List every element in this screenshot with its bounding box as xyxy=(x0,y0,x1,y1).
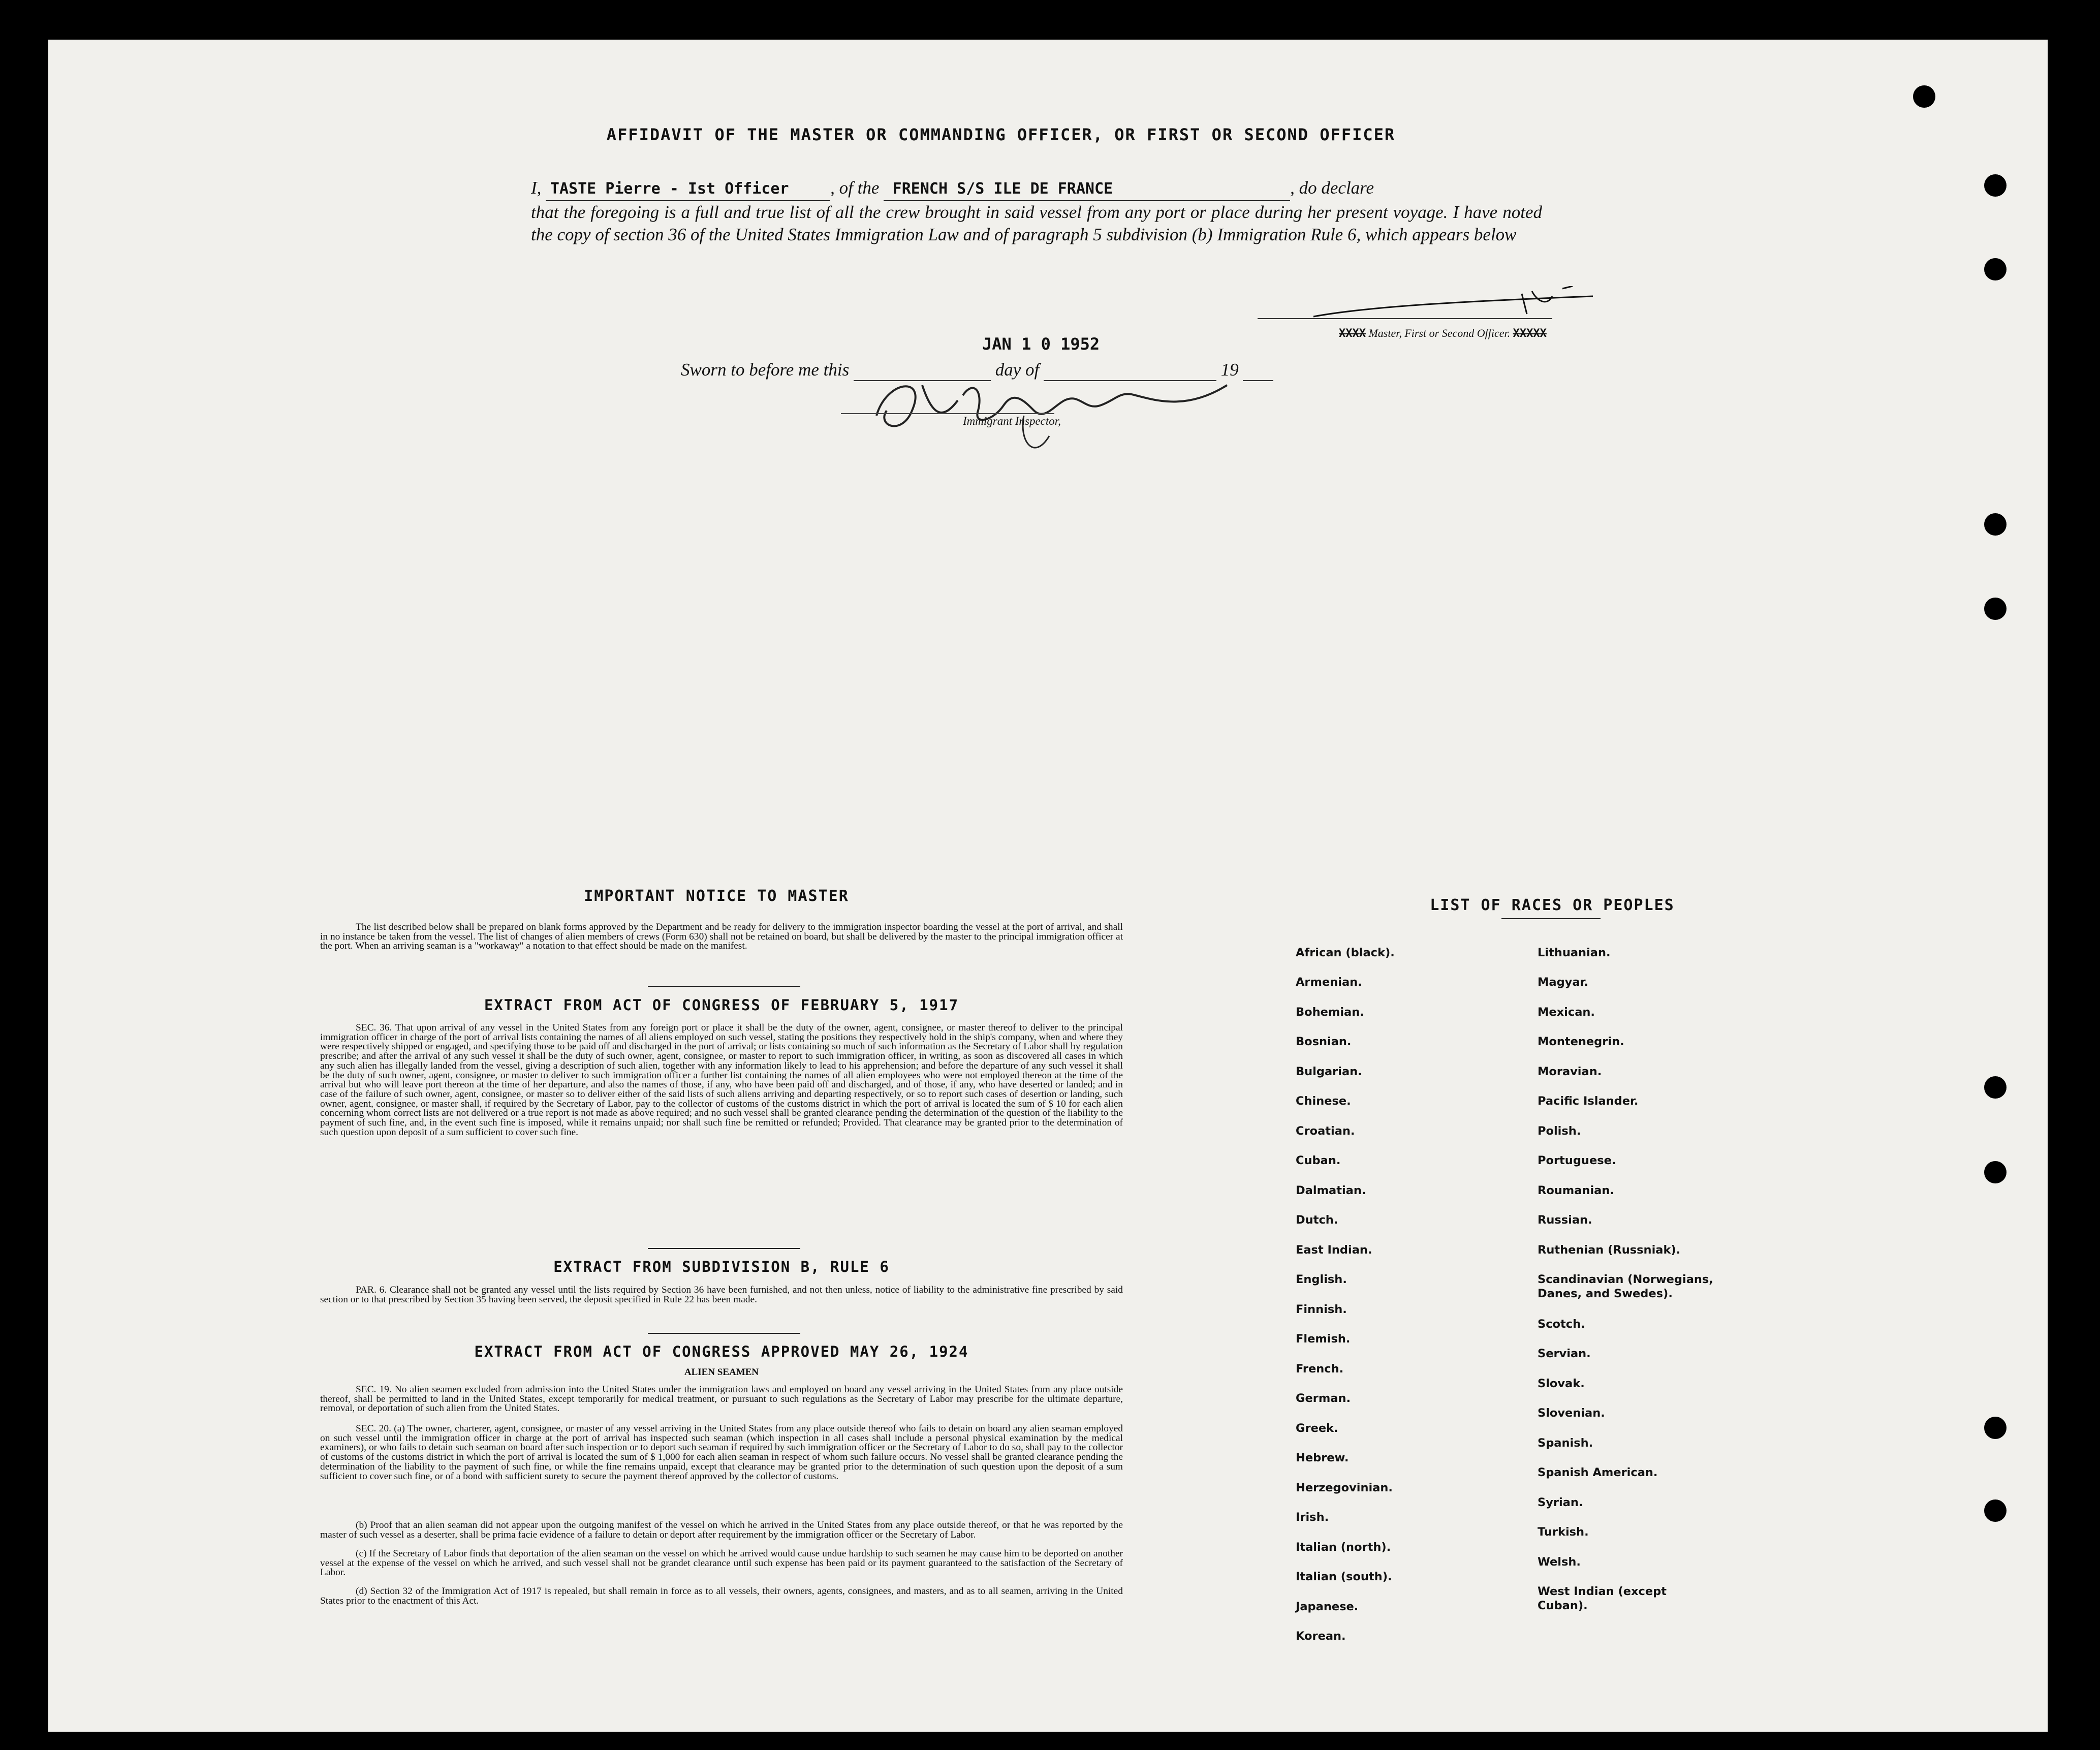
race-item: Lithuanian. xyxy=(1538,946,1611,959)
race-item: Scandinavian (Norwegians, Danes, and Swedes). xyxy=(1538,1273,1713,1300)
extract-1917-title: EXTRACT FROM ACT OF CONGRESS OF FEBRUARY 5, 1917 xyxy=(484,996,959,1014)
vessel-name: FRENCH S/S ILE DE FRANCE xyxy=(892,180,1113,198)
race-item: Ruthenian (Russniak). xyxy=(1538,1243,1681,1257)
inspector-signature xyxy=(856,355,1273,466)
race-item: Scotch. xyxy=(1538,1318,1585,1331)
race-item: Spanish American. xyxy=(1538,1466,1658,1479)
race-item: Bohemian. xyxy=(1296,1006,1364,1019)
race-item: Hebrew. xyxy=(1296,1451,1349,1464)
race-item: Armenian. xyxy=(1296,976,1362,989)
race-item: Slovenian. xyxy=(1538,1407,1605,1420)
race-item: Japanese. xyxy=(1296,1600,1359,1613)
binder-hole xyxy=(1913,85,1935,108)
race-item: French. xyxy=(1296,1362,1344,1376)
race-item: Spanish. xyxy=(1538,1436,1593,1450)
race-item: Croatian. xyxy=(1296,1124,1355,1138)
date-stamp: JAN 1 0 1952 xyxy=(982,334,1100,354)
binder-hole xyxy=(1984,1161,2007,1183)
race-item: Montenegrin. xyxy=(1538,1035,1624,1048)
race-item: Welsh. xyxy=(1538,1555,1581,1569)
document-page xyxy=(48,40,2048,1732)
do-declare-label: , do declare xyxy=(1290,178,1374,198)
officer-caption xyxy=(1339,327,1547,340)
officer-name: TASTE Pierre - Ist Officer xyxy=(550,180,789,198)
race-item: Herzegovinian. xyxy=(1296,1481,1393,1494)
extract-rule6-text: PAR. 6. Clearance shall not be granted any vessel until the lists required by Section 36 have been furnished, and not then unless, notice of liability to the administrative fine prescribed by said section or to that prescribed by Section 35 having been served, the deposit specified in Rule 22 has been made. xyxy=(320,1285,1123,1305)
race-item: Russian. xyxy=(1538,1213,1592,1227)
race-item: Magyar. xyxy=(1538,976,1588,989)
race-item: Syrian. xyxy=(1538,1496,1583,1509)
race-item: Bulgarian. xyxy=(1296,1065,1362,1078)
inspector-caption: Immigrant Inspector, xyxy=(963,415,1061,427)
divider xyxy=(648,1248,800,1249)
race-item: Cuban. xyxy=(1296,1154,1341,1167)
race-item: Greek. xyxy=(1296,1422,1338,1435)
binder-hole xyxy=(1984,174,2007,197)
race-item: Portuguese. xyxy=(1538,1154,1616,1167)
affidavit-title: AFFIDAVIT OF THE MASTER OR COMMANDING OFFICER, OR FIRST OR SECOND OFFICER xyxy=(606,125,1396,144)
day-of-label: day of xyxy=(995,360,1040,380)
sec20b-text: (b) Proof that an alien seaman did not appear upon the outgoing manifest of the vessel on which he arrived in the United States from any place outside thereof, or that he was reported by the master of such vessel as a deserter, shall be prima facie evidence of a failure to detain or deport after requirement by the immigration officer or the Secretary of Labor. xyxy=(320,1520,1123,1540)
notice-title: IMPORTANT NOTICE TO MASTER xyxy=(584,887,849,905)
race-item: Irish. xyxy=(1296,1511,1329,1524)
race-item: Pacific Islander. xyxy=(1538,1095,1639,1108)
affidavit-statement: that the foregoing is a full and true list of all the crew brought in said vessel from any port or place during her present voyage. I have noted the copy of section 36 of the United States Immigration Law and of paragraph 5 subdivision (b) Immigration Rule 6, which appears below xyxy=(531,202,1542,244)
officer-signature-line xyxy=(1258,318,1552,319)
divider xyxy=(648,1333,800,1334)
race-item: Finnish. xyxy=(1296,1303,1347,1316)
race-item: Chinese. xyxy=(1296,1095,1351,1108)
extract-rule6-title: EXTRACT FROM SUBDIVISION B, RULE 6 xyxy=(553,1258,890,1275)
sworn-text: Sworn to before me this xyxy=(681,360,850,380)
race-item: Korean. xyxy=(1296,1630,1346,1643)
race-item: Slovak. xyxy=(1538,1377,1585,1390)
race-item: Moravian. xyxy=(1538,1065,1602,1078)
struck-text: XXXXX xyxy=(1513,327,1547,340)
sec19-text: SEC. 19. No alien seamen excluded from admission into the United States under the immigration laws and employed on board any vessel arriving in the United States from any place outside thereof, shall be permitted to land in the United States, except temporarily for medical treatment, or pursuant to such regulations as the Secretary of Labor may prescribe for the ultimate departure, removal, or deportation of such alien from the United States. xyxy=(320,1384,1123,1414)
inspector-signature-line xyxy=(841,413,1054,414)
affidavit-body xyxy=(531,177,1542,246)
race-item: Servian. xyxy=(1538,1347,1591,1360)
race-item: Flemish. xyxy=(1296,1332,1351,1346)
sec20d-text: (d) Section 32 of the Immigration Act of 1917 is repealed, but shall remain in force as to all vessels, their owners, agents, consignees, and masters, and as to all seamen, arriving in the United States prior to the enactment of this Act. xyxy=(320,1586,1123,1606)
binder-hole xyxy=(1984,1076,2007,1099)
race-item: East Indian. xyxy=(1296,1243,1372,1257)
race-item: African (black). xyxy=(1296,946,1395,959)
race-item: Polish. xyxy=(1538,1124,1581,1138)
races-title: LIST OF RACES OR PEOPLES xyxy=(1430,896,1675,914)
divider xyxy=(648,986,800,987)
race-item: Turkish. xyxy=(1538,1525,1589,1539)
sec20a-text: SEC. 20. (a) The owner, charterer, agent, consignee, or master of any vessel arriving in the United States from any place outside thereof who fails to detain on board any alien seaman employed on such vessel until the immigration officer in charge at the port of arrival has inspected such seaman (which inspection in all cases shall include a personal physical examination by the medical examiners), or who fails to detain such seaman on board after such inspection or to deport such seaman if required by such immigration officer or the Secretary of Labor to do so, shall pay to the collector of customs of the customs district in which the port of arrival is located the sum of $ 1,000 for each alien seaman in respect of whom such failure occurs. No vessel shall be granted clearance pending the determination of the liability to the payment of such fine, or while the fine remains unpaid, except that clearance may be granted prior to the determination of such question upon the deposit of a sum sufficient to cover such fine, or of a bond with sufficient surety to secure the payment thereof approved by the collector of customs. xyxy=(320,1423,1123,1482)
race-item: Mexican. xyxy=(1538,1006,1595,1019)
race-item: Italian (south). xyxy=(1296,1570,1392,1583)
affidavit-pronoun: I, xyxy=(531,178,542,198)
race-item: Italian (north). xyxy=(1296,1541,1391,1554)
race-item: Dutch. xyxy=(1296,1213,1338,1227)
binder-hole xyxy=(1984,1499,2007,1522)
extract-1917-text: SEC. 36. That upon arrival of any vessel in the United States from any foreign port or place it shall be the duty of the owner, agent, consignee, or master thereof to deliver to the principal immigration officer in charge of the port of arrival lists containing the names of all aliens employed on such vessel, stating the positions they respectively hold in the ship's company, when and where they were respectively shipped or engaged, and specifying those to be paid off and discharged in the port of arrival; or lists containing so much of such information as the Secretary of Labor shall by regulation prescribe; and after the arrival of any such vessel it shall be the duty of such owner, agent, consignee, or master to report to such immigration officer, in writing, as soon as discovered all cases in which any such alien has illegally landed from the vessel, giving a description of such alien, together with any information likely to lead to his apprehension; and before the departure of any such vessel it shall be the duty of such owner, agent, consignee, or master to deliver to such immigration officer a further list containing the names of all alien employees who were not employed thereon at the time of the arrival but who will leave port thereon at the time of her departure, and also the names of those, if any, who have been paid off and discharged, and of those, if any, who have deserted or landed; and in case of the failure of such owner, agent, consignee, or master so to deliver either of the said lists of such aliens arriving and departing respectively, or so to report such cases of desertion or landing, such owner, agent, consignee, or master shall, if required by the Secretary of Labor, pay to the collector of customs of the customs district in which the port of arrival is located the sum of $ 10 for each alien concerning whom correct lists are not delivered or a true report is not made as above required; and no such vessel shall be granted clearance pending the determination of the question of the liability to the payment of such fine, and, in the event such fine is imposed, while it remains unpaid; nor shall such fine be remitted or refunded; Provided. That clearance may be granted prior to the determination of such question upon deposit of a sum sufficient to cover such fine. xyxy=(320,1022,1123,1138)
extract-1924-subtitle: ALIEN SEAMEN xyxy=(684,1367,759,1378)
race-item: West Indian (except Cuban). xyxy=(1538,1585,1667,1612)
binder-hole xyxy=(1984,258,2007,280)
binder-hole xyxy=(1984,598,2007,620)
year-prefix: 19 xyxy=(1220,360,1239,380)
race-item: English. xyxy=(1296,1273,1347,1286)
struck-text: XXXX xyxy=(1339,327,1366,340)
of-the-label: , of the xyxy=(830,178,880,198)
race-item: Bosnian. xyxy=(1296,1035,1352,1048)
binder-hole xyxy=(1984,1417,2007,1439)
officer-signature xyxy=(1308,286,1613,327)
notice-text: The list described below shall be prepared on blank forms approved by the Department and be ready for delivery to the immigration inspector boarding the vessel at the port of arrival, and shall in no instance be taken from the vessel. The list of changes of alien members of crews (Form 630) shall not be retained on board, but shall be delivered by the master to the principal immigration officer at the port. When an arriving seaman is a "workaway" a notation to that effect should be made on the manifest. xyxy=(320,922,1123,952)
race-item: Roumanian. xyxy=(1538,1184,1614,1197)
officer-caption-text: Master, First or Second Officer. xyxy=(1368,327,1511,339)
extract-1924-title: EXTRACT FROM ACT OF CONGRESS APPROVED MAY 26, 1924 xyxy=(474,1343,969,1360)
race-item: Dalmatian. xyxy=(1296,1184,1366,1197)
sec20c-text: (c) If the Secretary of Labor finds that deportation of the alien seaman on the vessel on which he arrived would cause undue hardship to such seamen he may cause him to be deported on another vessel at the expense of the vessel on which he arrived, and such vessel shall not be grandet clearance until such expense has been paid or its payment guaranteed to the satisfaction of the Secretary of Labor. xyxy=(320,1548,1123,1578)
binder-hole xyxy=(1984,513,2007,536)
races-underline xyxy=(1501,918,1601,919)
race-item: German. xyxy=(1296,1392,1351,1405)
